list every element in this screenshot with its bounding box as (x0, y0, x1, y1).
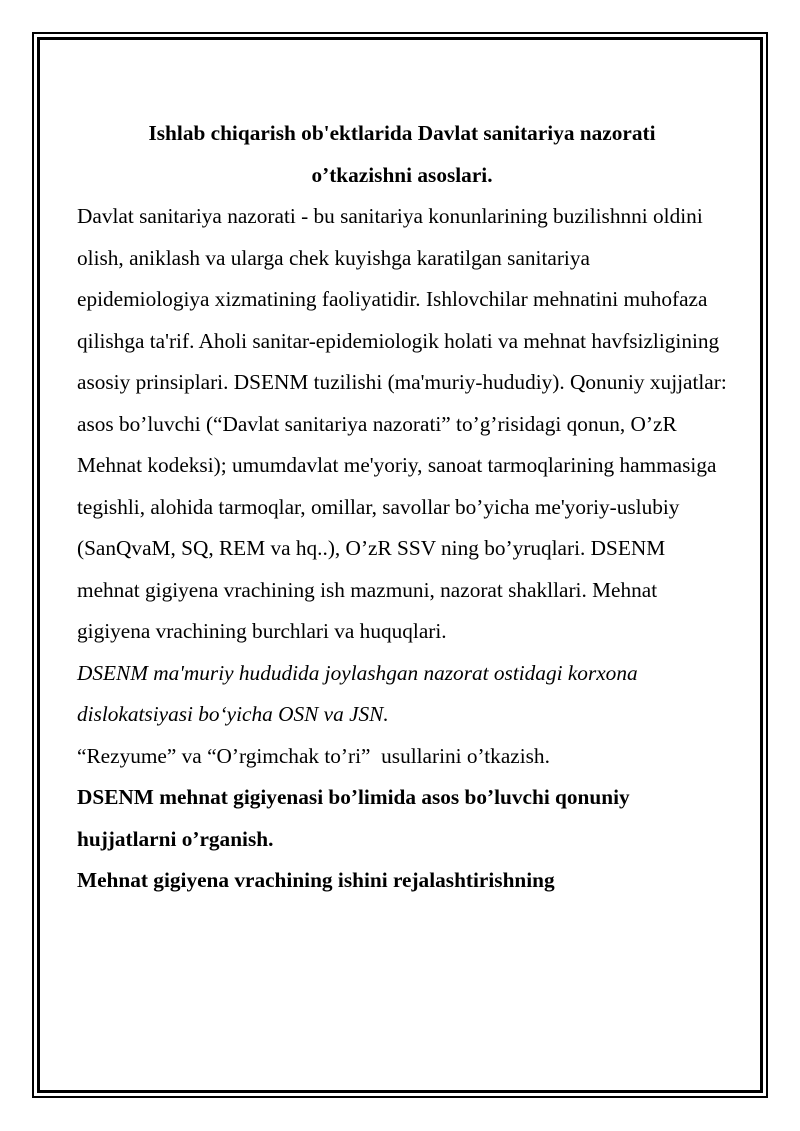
document-content (77, 113, 727, 902)
body-paragraph: Davlat sanitariya nazorati - bu sanitariya konunlarining buzilishnni oldini olish, aniklash va ularga chek kuyishga karatilgan sanitariya epidemiologiya xizmatining faoliyatidir. Ishlovchilar mehnatini muhofaza qilishga ta'rif. Aholi sanitar-epidemiologik holati va mehnat havfsizligining asosiy prinsiplari. DSENM tuzilishi (ma'muriy-hududiy). Qonuniy xujjatlar: asos bo’luvchi (“Davlat sanitariya nazorati” to’g’risidagi qonun, O’zR Mehnat kodeksi); umumdavlat me'yoriy, sanoat tarmoqlarining hammasiga tegishli, alohida tarmoqlar, omillar, savollar bo’yicha me'yoriy-uslubiy (SanQvaM, SQ, REM va hq..), O’zR SSV ning bo’yruqlari. DSENM mehnat gigiyena vrachining ish mazmuni, nazorat shakllari. Mehnat gigiyena vrachining burchlari va huquqlari. (77, 204, 727, 643)
title-line-2: o’tkazishni asoslari. (311, 162, 493, 187)
italic-paragraph: DSENM ma'muriy hududida joylashgan nazorat ostidagi korxona dislokatsiyasi bo‘yicha OSN va JSN. (77, 660, 638, 726)
bold-paragraph-2: Mehnat gigiyena vrachining ishini rejalashtirishning (77, 868, 555, 892)
document-title (77, 113, 727, 196)
methods-line: “Rezyume” va “O’rgimchak to’ri” usullarini o’tkazish. (77, 743, 550, 768)
bold-paragraph-1: DSENM mehnat gigiyenasi bo’limida asos bo’luvchi qonuniy hujjatlarni o’rganish. (77, 785, 630, 851)
title-line-1: Ishlab chiqarish ob'ektlarida Davlat sanitariya nazorati (148, 121, 656, 145)
